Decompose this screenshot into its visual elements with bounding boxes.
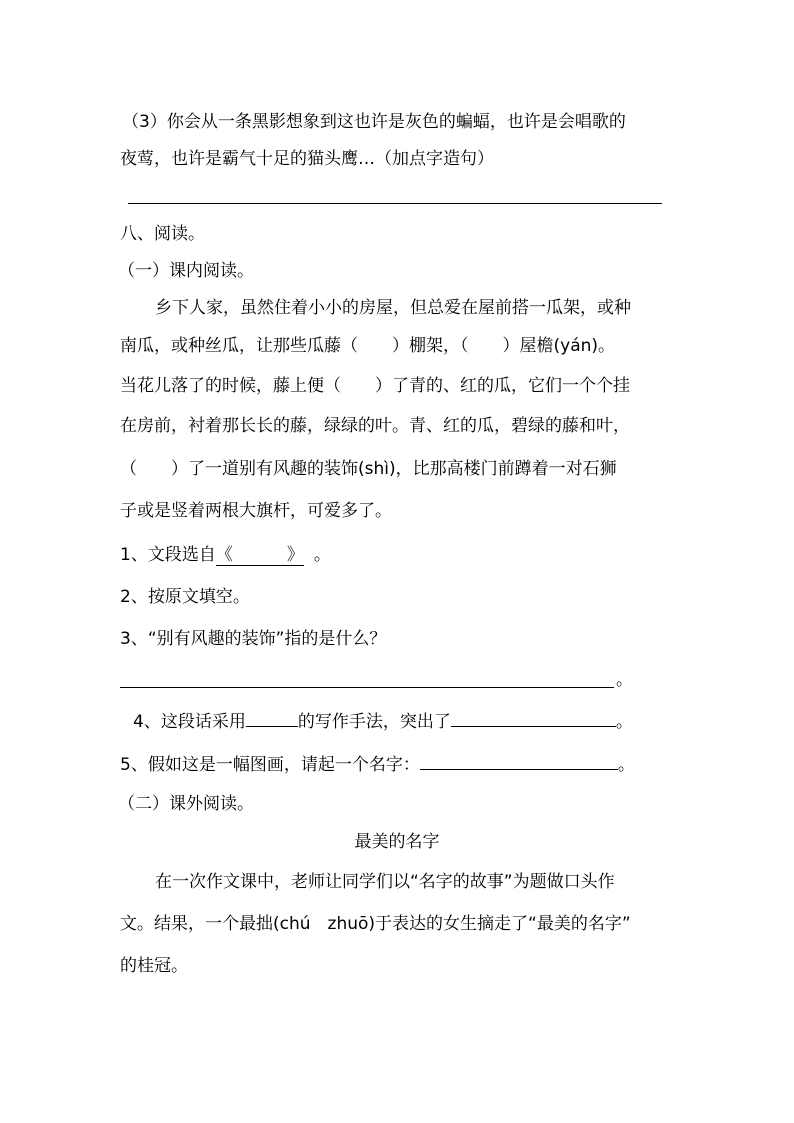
part-2-title: （二）课外阅读。: [118, 794, 254, 814]
passage-line-6: 子或是竖着两根大旗杆，可爱多了。: [120, 501, 392, 521]
book-open-bracket: 《: [215, 545, 233, 565]
sub-question-5-text: 5、假如这是一幅图画，请起一个名字：: [120, 755, 420, 775]
passage-line-4: 在房前，衬着那长长的藤，绿绿的叶。青、红的瓜，碧绿的藤和叶，: [120, 416, 630, 436]
story-line-1: 在一次作文课中，老师让同学们以“名字的故事”为题做口头作: [155, 872, 615, 892]
part-1-title: （一）课内阅读。: [118, 261, 254, 281]
sub-question-2: 2、按原文填空。: [120, 587, 250, 607]
sub-question-4: [133, 708, 633, 732]
sub-question-1: [120, 543, 331, 567]
sub-question-1-prefix: 1、文段选自: [120, 545, 216, 565]
sub-question-4-part-b: 的写作手法，突出了: [297, 712, 451, 732]
passage-line-1: 乡下人家，虽然住着小小的房屋，但总爱在屋前搭一瓜架，或种: [155, 298, 631, 318]
passage-line-2: 南瓜，或种丝瓜，让那些瓜藤（ ）棚架，（ ）屋檐(yán)。: [120, 336, 616, 356]
sub-question-5-end: 。: [617, 755, 635, 775]
picture-name-blank[interactable]: [420, 751, 618, 770]
passage-line-5: （ ）了一道别有风趣的装饰(shì)，比那高楼门前蹲着一对石狮: [120, 459, 617, 479]
section-8-title: 八、阅读。: [120, 224, 205, 244]
sub-question-4-part-a: 4、这段话采用: [133, 712, 246, 732]
book-close-bracket: 》: [286, 545, 304, 565]
passage-line-3: 当花儿落了的时候，藤上便（ ）了青的、红的瓜，它们一个个挂: [120, 376, 630, 396]
answer-line-sub-q3[interactable]: [120, 687, 614, 688]
sub-question-4-end: 。: [615, 712, 633, 732]
book-title-blank[interactable]: [216, 543, 304, 566]
writing-technique-blank[interactable]: [246, 708, 298, 727]
story-line-2: 文。结果，一个最拙(chú zhuō)于表达的女生摘走了“最美的名字”: [120, 914, 631, 934]
sub-question-3-end: 。: [616, 670, 633, 690]
story-line-3: 的桂冠。: [120, 956, 188, 976]
highlight-blank[interactable]: [451, 708, 616, 727]
story-title: 最美的名字: [354, 832, 440, 852]
sub-question-5: [120, 751, 635, 775]
sub-question-3: 3、“别有风趣的装饰”指的是什么？: [120, 629, 387, 649]
answer-line-q3[interactable]: [128, 203, 662, 204]
question-3-line-2: 夜莺，也许是霸气十足的猫头鹰…（加点字造句）: [120, 149, 494, 169]
sub-question-1-end: 。: [313, 545, 331, 565]
question-3-line-1: （3）你会从一条黑影想象到这也许是灰色的蝙蝠，也许是会唱歌的: [122, 112, 626, 132]
